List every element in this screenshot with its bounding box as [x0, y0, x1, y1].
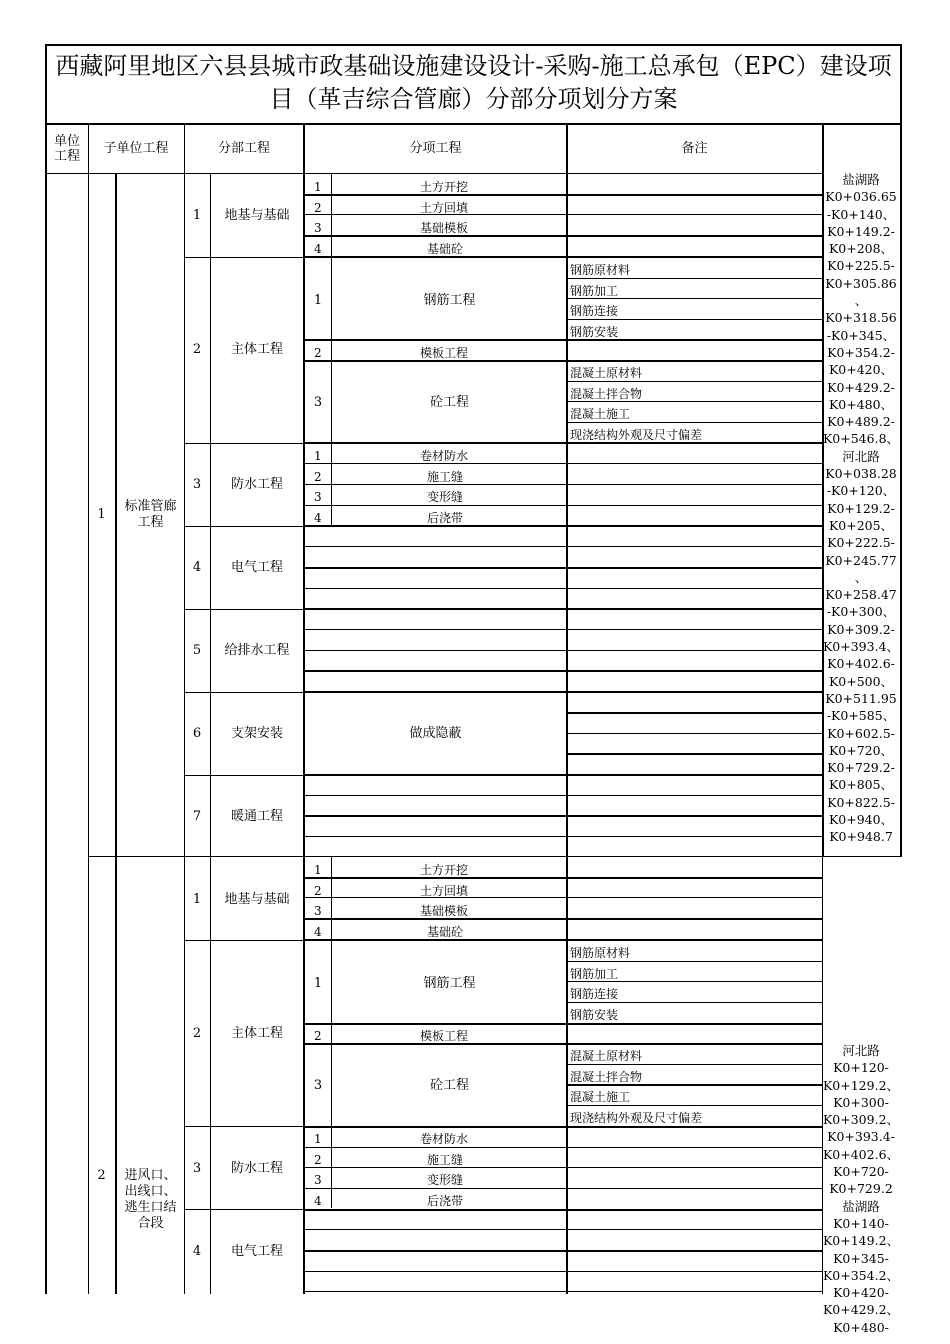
table-row-line	[304, 1291, 822, 1292]
division-name: 给排水工程	[224, 642, 290, 658]
table-row-line	[304, 235, 822, 237]
item-no: 2	[314, 201, 322, 215]
item-no: 1	[313, 976, 323, 991]
table-row-line	[304, 650, 822, 651]
table-row-line	[567, 422, 822, 423]
table-row-line	[567, 298, 822, 299]
item-no: 1	[314, 863, 322, 877]
table-row-line	[304, 918, 822, 920]
table-row-line	[304, 608, 822, 610]
note-text: 钢筋连接	[570, 987, 619, 1001]
table-border	[184, 940, 304, 941]
item-name: 基础模板	[420, 904, 469, 918]
table-row-line	[567, 981, 822, 982]
item-no: 3	[314, 490, 322, 504]
table-border	[184, 775, 304, 776]
note-text: 混凝土原材料	[570, 366, 643, 380]
table-border	[184, 609, 304, 610]
table-row-line	[304, 1126, 822, 1128]
item-name: 钢筋工程	[423, 976, 476, 991]
item-name: 土方开挖	[420, 863, 469, 877]
item-name: 卷材防水	[420, 449, 469, 463]
item-no: 3	[313, 1078, 323, 1093]
note-text: 混凝土原材料	[570, 1049, 643, 1063]
item-name: 模板工程	[420, 346, 469, 360]
table-row-line	[567, 1002, 822, 1003]
division-no: 3	[192, 1160, 202, 1176]
table-border	[566, 123, 568, 173]
item-no: 3	[313, 395, 323, 410]
table-border	[88, 173, 89, 1294]
table-row-line	[567, 753, 822, 755]
table-border	[115, 173, 117, 1294]
table-row-line	[304, 1167, 822, 1168]
table-border	[184, 692, 304, 693]
table-row-line	[304, 836, 822, 837]
item-name: 基础模板	[420, 221, 469, 235]
note-text: 混凝土施工	[570, 1090, 631, 1104]
subunit-1-no: 1	[97, 507, 106, 522]
note-text: 钢筋原材料	[570, 263, 631, 277]
table-border	[184, 123, 185, 173]
table-border	[822, 123, 824, 173]
table-row-line	[304, 1188, 822, 1189]
table-border	[45, 44, 47, 1294]
division-no: 1	[192, 207, 202, 223]
table-border	[331, 856, 332, 1208]
division-no: 2	[192, 1026, 202, 1041]
division-no: 4	[192, 1243, 202, 1259]
item-name: 土方回填	[420, 201, 469, 215]
item-no: 3	[314, 221, 322, 235]
division-name: 主体工程	[230, 342, 283, 357]
division-name: 地基与基础	[224, 891, 290, 907]
subunit-2-name: 进风口、出线口、逃生口结合段	[124, 1168, 177, 1231]
header-unit: 单位工程	[53, 133, 80, 164]
remark-stations: 盐湖路 K0+036.65 -K0+140、 K0+149.2- K0+208、 K0+225.5- K0+305.86 、 K0+318.56 -K0+345、 K0+354.2- K0+420、 K0+429.2- K0+480、 K0+489.2- K0+546.8、 河北路 K0+038.28 -K0+120、 K0+129.2- K0+205、 K0+222.5- K0+245.77 、 K0+258.47 -K0+300、 K0+309.2- K0+393.4、 K0+402.6- K0+500、 K0+511.95 -K0+585、 K0+602.5- K0+720、 K0+729.2- K0+805、 K0+822.5- K0+940、 K0+948.7	[822, 172, 900, 845]
table-row-line	[304, 360, 822, 362]
table-row-line	[567, 1084, 822, 1086]
table-row-line	[304, 795, 822, 796]
table-border	[331, 173, 332, 525]
table-row-line	[304, 505, 822, 506]
table-border	[184, 526, 304, 527]
table-row-line	[304, 1271, 822, 1272]
table-row-line	[304, 1229, 822, 1230]
item-name: 后浇带	[427, 1194, 464, 1208]
table-border	[88, 856, 901, 857]
table-row-line	[304, 1147, 822, 1148]
table-row-line	[567, 319, 822, 320]
table-border	[184, 257, 304, 258]
table-row-line	[304, 463, 822, 464]
item-no: 1	[314, 1132, 322, 1146]
item-name: 模板工程	[420, 1029, 469, 1043]
division-no: 6	[192, 725, 202, 741]
table-border	[900, 44, 902, 857]
table-row-line	[304, 546, 822, 547]
division-no: 7	[192, 808, 202, 824]
item-no: 3	[314, 904, 322, 918]
item-no: 3	[314, 1173, 322, 1187]
table-row-line	[304, 691, 822, 693]
table-row-line	[304, 484, 822, 485]
table-row-line	[304, 670, 822, 672]
division-name: 电气工程	[230, 559, 283, 575]
note-text: 现浇结构外观及尺寸偏差	[570, 428, 703, 442]
table-border	[45, 123, 902, 125]
item-name: 基础砼	[427, 925, 464, 939]
division-no: 1	[192, 891, 202, 907]
table-border	[45, 173, 822, 174]
table-row-line	[304, 815, 822, 817]
page-title: 西藏阿里地区六县县城市政基础设施建设设计-采购-施工总承包（EPC）建设项目（革吉综合管廊）分部分项划分方案	[55, 52, 892, 113]
note-text: 现浇结构外观及尺寸偏差	[570, 1111, 703, 1125]
table-row-line	[304, 1023, 822, 1025]
item-name: 土方开挖	[420, 180, 469, 194]
division-no: 3	[192, 476, 202, 492]
table-row-line	[304, 525, 822, 527]
division-no: 5	[192, 642, 202, 658]
item-no: 4	[314, 242, 322, 256]
item-name: 基础砼	[427, 242, 464, 256]
header-item: 分项工程	[409, 141, 462, 156]
table-row-line	[304, 567, 822, 569]
item-name: 做成隐蔽	[409, 725, 462, 741]
item-no: 2	[314, 470, 322, 484]
table-row-line	[304, 897, 822, 898]
table-row-line	[567, 1105, 822, 1106]
table-border	[184, 443, 304, 444]
table-row-line	[567, 961, 822, 962]
table-row-line	[567, 401, 822, 402]
table-row-line	[567, 381, 822, 382]
note-text: 钢筋连接	[570, 304, 619, 318]
table-border	[303, 123, 305, 173]
note-text: 钢筋加工	[570, 967, 619, 981]
table-border	[45, 44, 902, 46]
table-row-line	[304, 214, 822, 215]
table-row-line	[304, 194, 822, 196]
note-text: 混凝土拌合物	[570, 1070, 643, 1084]
division-name: 主体工程	[230, 1026, 283, 1041]
table-row-line	[304, 774, 822, 776]
item-name: 施工缝	[427, 470, 464, 484]
item-no: 2	[314, 884, 322, 898]
item-name: 后浇带	[427, 511, 464, 525]
table-row-line	[567, 733, 822, 734]
item-name: 土方回填	[420, 884, 469, 898]
subunit-2-no: 2	[97, 1167, 106, 1183]
item-no: 4	[314, 1194, 322, 1208]
item-name: 变形缝	[427, 490, 464, 504]
item-name: 钢筋工程	[423, 293, 476, 308]
table-border	[822, 857, 823, 1294]
division-name: 防水工程	[230, 1160, 283, 1176]
table-row-line	[304, 1250, 822, 1252]
division-no: 2	[192, 342, 202, 357]
note-text: 钢筋安装	[570, 1008, 619, 1022]
item-name: 施工缝	[427, 1153, 464, 1167]
table-row-line	[304, 588, 822, 589]
division-name: 防水工程	[230, 476, 283, 492]
item-no: 1	[314, 180, 322, 194]
table-border	[88, 123, 89, 173]
item-no: 1	[314, 449, 322, 463]
note-text: 混凝土拌合物	[570, 387, 643, 401]
table-row-line	[304, 256, 822, 258]
division-name: 电气工程	[230, 1243, 283, 1259]
table-row-line	[304, 442, 822, 444]
item-no: 4	[314, 511, 322, 525]
note-text: 钢筋原材料	[570, 946, 631, 960]
table-border	[822, 173, 824, 857]
header-division: 分部工程	[217, 141, 270, 156]
item-no: 2	[314, 1029, 322, 1043]
item-name: 卷材防水	[420, 1132, 469, 1146]
table-row-line	[304, 939, 822, 941]
note-text: 钢筋加工	[570, 284, 619, 298]
table-row-line	[567, 1064, 822, 1065]
item-name: 砼工程	[429, 1078, 469, 1093]
table-row-line	[567, 278, 822, 279]
subunit-1-name: 标准管廊工程	[124, 499, 177, 530]
table-border	[184, 1209, 304, 1210]
table-row-line	[567, 712, 822, 714]
remark-stations: 河北路 K0+120- K0+129.2、 K0+300- K0+309.2、 K0+393.4- K0+402.6、 K0+720- K0+729.2 盐湖路 K0+140- K0+149.2、 K0+345- K0+354.2、 K0+420- K0+429.2、 K0+480-	[822, 1043, 900, 1335]
division-no: 4	[192, 559, 202, 575]
table-row-line	[304, 1043, 822, 1045]
division-name: 暖通工程	[230, 808, 283, 824]
item-no: 2	[314, 1153, 322, 1167]
item-no: 2	[314, 346, 322, 360]
header-sub-unit: 子单位工程	[103, 141, 169, 156]
table-border	[184, 1126, 304, 1127]
note-text: 混凝土施工	[570, 407, 631, 421]
table-row-line	[304, 629, 822, 630]
item-no: 4	[314, 925, 322, 939]
table-row-line	[304, 1209, 822, 1211]
table-row-line	[304, 339, 822, 341]
item-name: 砼工程	[429, 395, 469, 410]
item-no: 1	[313, 293, 323, 308]
table-row-line	[304, 877, 822, 879]
division-name: 地基与基础	[224, 207, 290, 223]
note-text: 钢筋安装	[570, 325, 619, 339]
item-name: 变形缝	[427, 1173, 464, 1187]
division-name: 支架安装	[230, 725, 283, 741]
header-note: 备注	[681, 141, 708, 156]
